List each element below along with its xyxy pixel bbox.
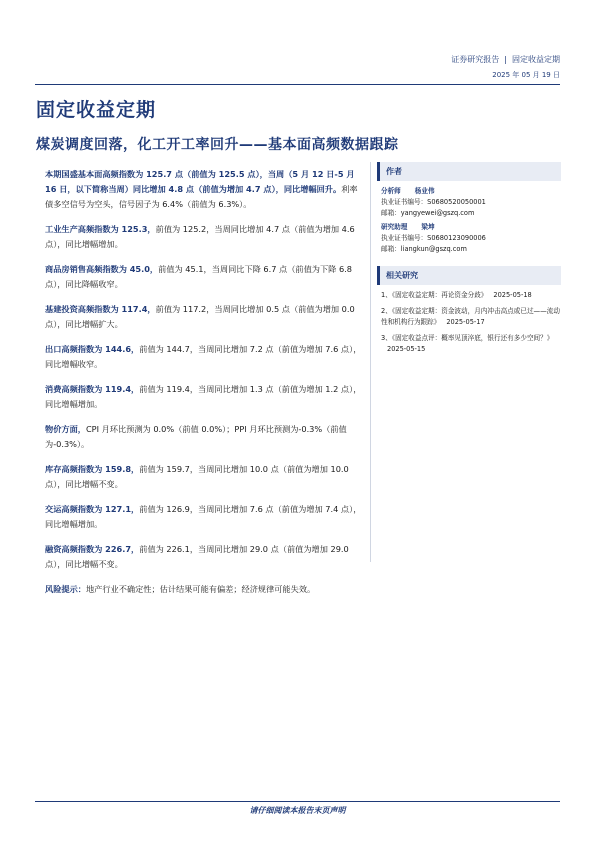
- summary-paragraph: [45, 167, 365, 212]
- summary-paragraph: [45, 342, 365, 372]
- footer-disclaimer: 请仔细阅读本报告末页声明: [249, 806, 346, 815]
- paragraph-lead: 库存高频指数为 159.8，: [45, 464, 140, 474]
- paragraph-lead: 物价方面，: [45, 424, 86, 434]
- report-date: 2025 年 05 月 19 日: [492, 71, 560, 79]
- license-label: 执业证书编号：: [381, 234, 428, 242]
- page-title: 固定收益定期: [36, 99, 157, 121]
- author-role: 研究助理: [381, 223, 408, 231]
- paragraph-text: 前值为 45.1，当周同比下降 6.7 点（前值为下降 6.8 点），同比降幅收窄。: [45, 264, 352, 289]
- author-role: 分析师: [381, 187, 401, 195]
- paragraph-text: 前值为 126.9，当周同比增加 7.6 点（前值为增加 7.4 点），同比增幅增加。: [45, 504, 362, 529]
- paragraph-lead: 融资高频指数为 226.7，: [45, 544, 140, 554]
- paragraph-lead: 消费高频指数为 119.4，: [45, 384, 140, 394]
- authors-list: [377, 186, 561, 255]
- report-header: 证券研究报告 | 固定收益定期: [451, 55, 560, 64]
- summary-paragraph: [45, 462, 365, 492]
- header-rule: [35, 84, 560, 85]
- paragraph-text: 前值为 226.1，当周同比增加 29.0 点（前值为增加 29.0 点），同比增幅不变。: [45, 544, 349, 569]
- author-entry: [377, 222, 561, 255]
- paragraph-lead: 风险提示：: [45, 584, 86, 594]
- paragraph-text: 利率债多空信号为空头，信号因子为 6.4%（前值为 6.3%）。: [45, 184, 358, 209]
- author-email[interactable]: yangyewei@gszq.com: [400, 209, 475, 217]
- paragraph-lead: 商品房销售高频指数为 45.0，: [45, 264, 159, 274]
- paragraph-text: 前值为 125.2，当周同比增加 4.7 点（前值为增加 4.6 点），同比增幅增加。: [45, 224, 355, 249]
- related-title[interactable]: 1、《固定收益定期：再论资金分歧》: [381, 291, 488, 299]
- email-label: 邮箱：: [381, 209, 401, 217]
- authors-heading: 作者: [377, 162, 561, 181]
- related-date: 2025-05-17: [446, 318, 485, 326]
- author-email[interactable]: liangkun@gszq.com: [400, 245, 467, 253]
- summary-paragraph: [45, 382, 365, 412]
- report-type: 证券研究报告: [451, 55, 500, 64]
- author-name: 梁坤: [421, 223, 435, 231]
- paragraph-text: CPI 月环比预测为 0.0%（前值 0.0%）；PPI 月环比预测为-0.3%（前值为-0.3%）。: [45, 424, 347, 449]
- email-label: 邮箱：: [381, 245, 401, 253]
- related-date: 2025-05-18: [493, 291, 532, 299]
- summary-paragraph: [45, 542, 365, 572]
- paragraph-lead: 工业生产高频指数为 125.3，: [45, 224, 156, 234]
- related-list: [377, 290, 561, 356]
- summary-paragraph: [45, 222, 365, 252]
- license-label: 执业证书编号：: [381, 198, 428, 206]
- sidebar: [377, 162, 561, 360]
- paragraph-lead: 出口高频指数为 144.6，: [45, 344, 140, 354]
- related-heading: 相关研究: [377, 266, 561, 285]
- paragraph-text: 前值为 117.2，当周同比增加 0.5 点（前值为增加 0.0 点），同比增幅扩大。: [45, 304, 355, 329]
- related-report-link[interactable]: [381, 290, 561, 302]
- author-entry: [377, 186, 561, 219]
- related-title[interactable]: 3、《固定收益点评：概率见顶淬底，银行还有多少空间？》: [381, 333, 554, 342]
- summary-paragraph: [45, 302, 365, 332]
- author-name: 杨业伟: [414, 187, 435, 195]
- related-report-link[interactable]: [381, 333, 561, 356]
- paragraph-lead: 本期国盛基本面高频指数为 125.7 点（前值为 125.5 点），当周（5 月 12 日-5 月 16 日，以下简称当周）同比增加 4.8 点（前值为增加 4.7 点），同比增幅回升。: [45, 169, 355, 194]
- related-report-link[interactable]: [381, 306, 561, 329]
- related-date: 2025-05-15: [387, 345, 426, 353]
- report-category: 固定收益定期: [512, 55, 560, 64]
- paragraph-text: 地产行业不确定性；估计结果可能有偏差；经济规律可能失效。: [85, 584, 316, 594]
- summary-paragraph: [45, 582, 365, 597]
- summary-paragraph: [45, 422, 365, 452]
- license-number: S0680520050001: [427, 198, 486, 206]
- footer-rule: [35, 801, 560, 802]
- paragraph-text: 前值为 159.7，当周同比增加 10.0 点（前值为增加 10.0 点），同比增幅不变。: [45, 464, 349, 489]
- page-subtitle: 煤炭调度回落，化工开工率回升——基本面高频数据跟踪: [36, 137, 399, 153]
- paragraph-text: 前值为 119.4，当周同比增加 1.3 点（前值为增加 1.2 点），同比增幅增加。: [45, 384, 362, 409]
- paragraph-lead: 交运高频指数为 127.1，: [45, 504, 140, 514]
- related-title[interactable]: 2、《固定收益定期：资金波动，月内冲击高点或已过——流动性和机构行为跟踪》: [381, 306, 560, 326]
- column-divider: [370, 162, 371, 562]
- paragraph-text: 前值为 144.7，当周同比增加 7.2 点（前值为增加 7.6 点），同比增幅收窄。: [45, 344, 362, 369]
- summary-paragraph: [45, 502, 365, 532]
- summary-paragraph: [45, 262, 365, 292]
- summary-body: [45, 167, 365, 607]
- license-number: S0680123090006: [427, 234, 486, 242]
- paragraph-lead: 基建投资高频指数为 117.4，: [45, 304, 156, 314]
